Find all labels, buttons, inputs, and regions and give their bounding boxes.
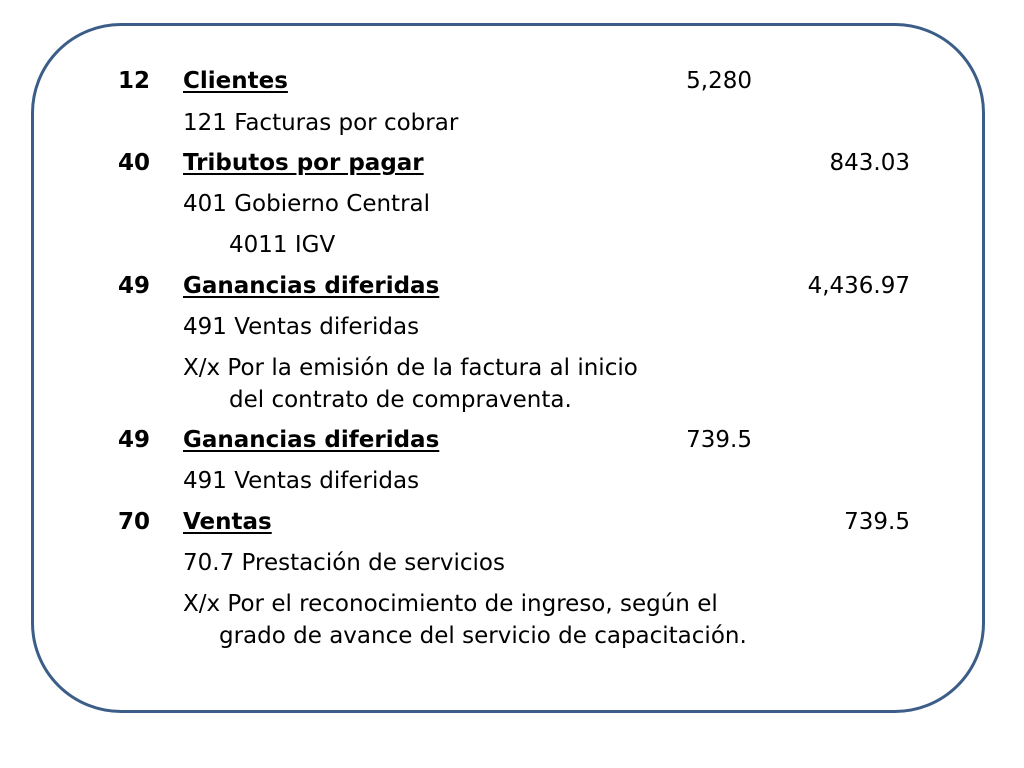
debit-amount: 739.5 [686, 427, 752, 453]
journal-note-continuation [0, 621, 1024, 651]
account-name: Ganancias diferidas [183, 427, 440, 453]
account-code: 70 [118, 509, 151, 535]
credit-amount: 843.03 [829, 150, 910, 176]
account-name: Ventas [183, 509, 272, 535]
account-name: Ganancias diferidas [183, 273, 440, 299]
account-name: Clientes [183, 68, 288, 94]
subaccount-name: 401 Gobierno Central [183, 191, 431, 217]
credit-amount: 4,436.97 [807, 273, 910, 299]
journal-note [0, 353, 1024, 383]
account-code: 49 [118, 273, 151, 299]
journal-subaccount-row [0, 189, 1024, 219]
note-line-2: grado de avance del servicio de capacitación. [219, 623, 747, 649]
journal-note-continuation [0, 385, 1024, 415]
journal-subaccount-row [0, 108, 1024, 138]
account-code: 40 [118, 150, 151, 176]
journal-note [0, 589, 1024, 619]
account-code: 49 [118, 427, 151, 453]
note-line-2: del contrato de compraventa. [229, 387, 572, 413]
journal-subaccount-row [0, 312, 1024, 342]
debit-amount: 5,280 [686, 68, 752, 94]
subaccount-name: 70.7 Prestación de servicios [183, 550, 505, 576]
journal-row [0, 66, 1024, 96]
journal-row [0, 507, 1024, 537]
subaccount-name: 491 Ventas diferidas [183, 468, 420, 494]
credit-amount: 739.5 [844, 509, 910, 535]
journal-row [0, 148, 1024, 178]
note-line-1: X/x Por el reconocimiento de ingreso, según el [183, 591, 718, 617]
journal-row [0, 271, 1024, 301]
account-code: 12 [118, 68, 151, 94]
subaccount-name: 491 Ventas diferidas [183, 314, 420, 340]
subsubaccount-name: 4011 IGV [229, 232, 336, 258]
account-name: Tributos por pagar [183, 150, 424, 176]
journal-subsubaccount-row [0, 230, 1024, 260]
journal-row [0, 425, 1024, 455]
journal-subaccount-row [0, 548, 1024, 578]
subaccount-name: 121 Facturas por cobrar [183, 110, 459, 136]
journal-subaccount-row [0, 466, 1024, 496]
note-line-1: X/x Por la emisión de la factura al inicio [183, 355, 638, 381]
